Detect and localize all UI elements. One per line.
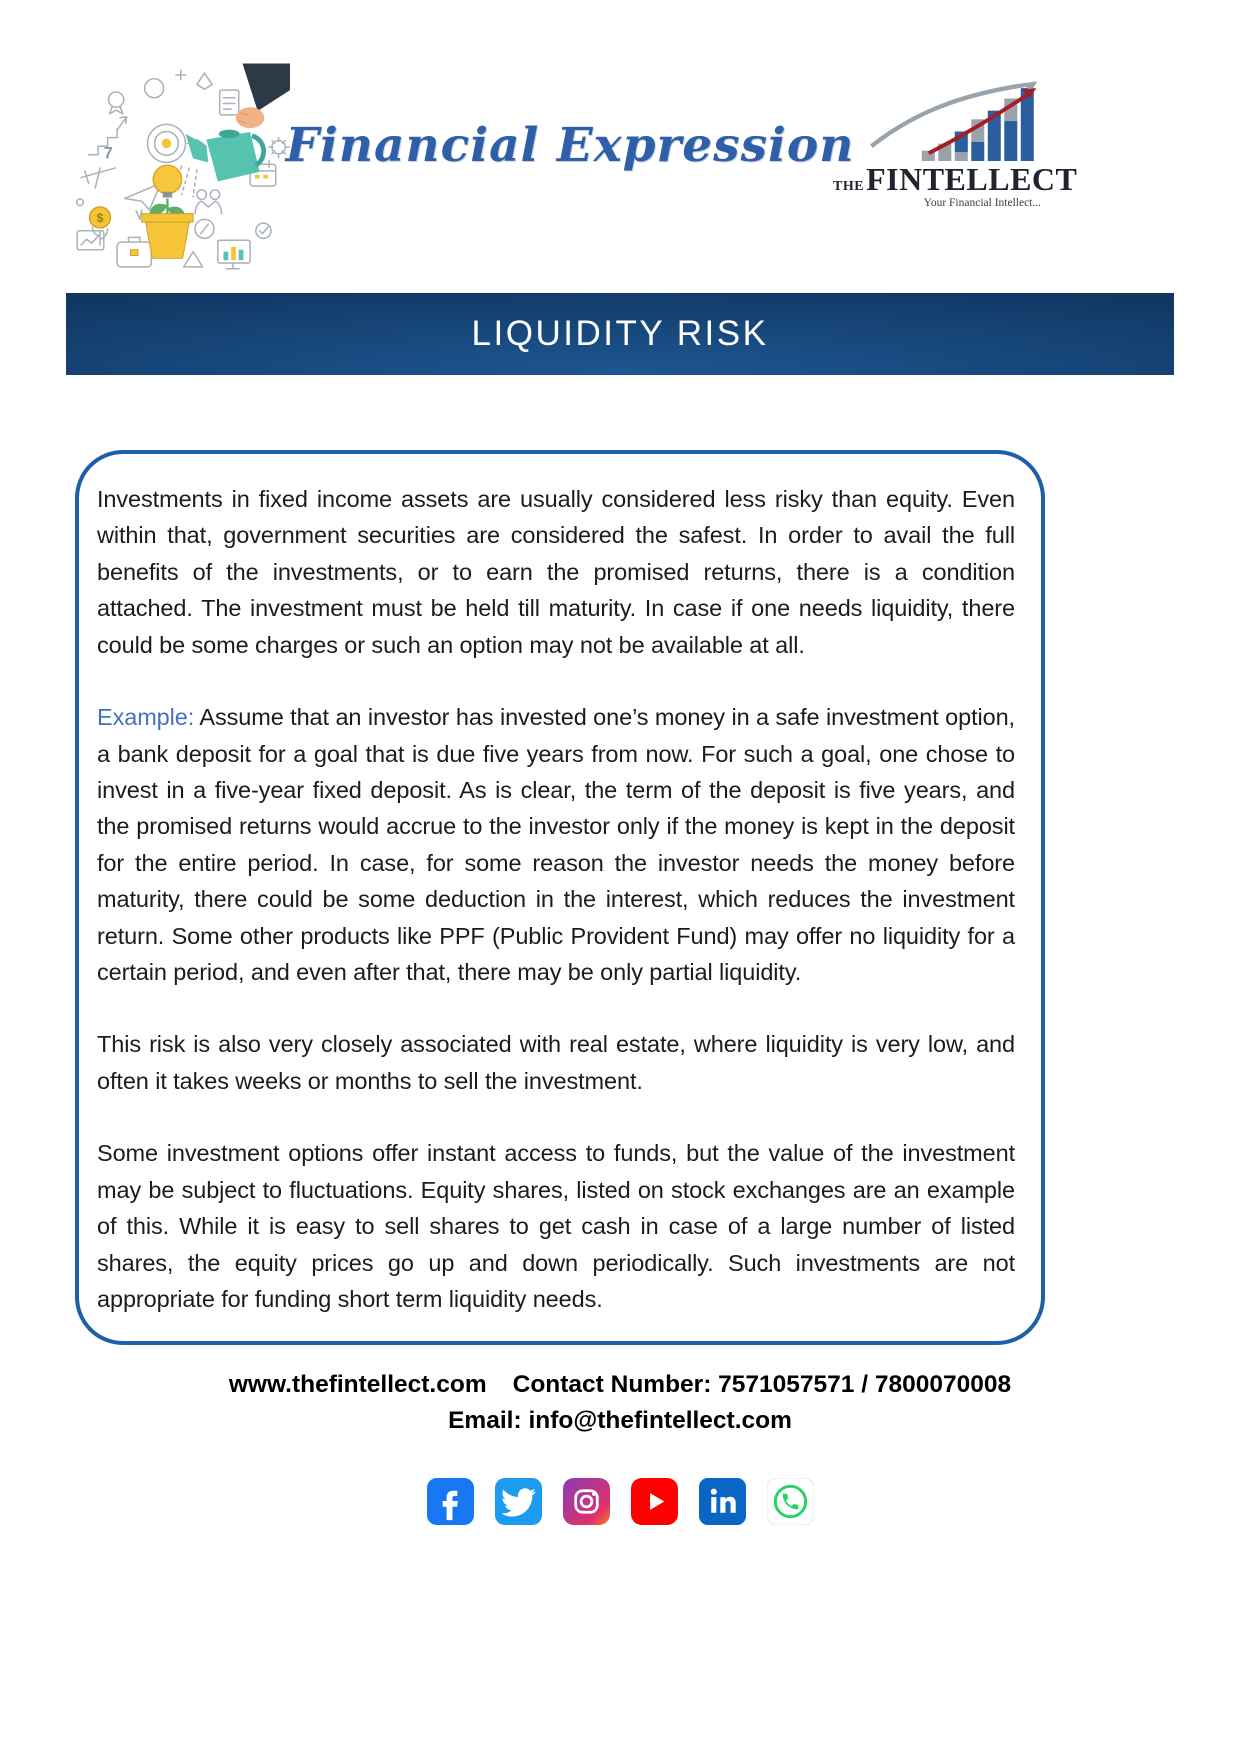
logo-the: THE bbox=[833, 179, 865, 194]
contact-line bbox=[0, 1367, 1240, 1403]
paragraph-real-estate-text: This risk is also very closely associated with real estate, where liquidity is very low, and often it takes weeks or months to sell the investment. bbox=[97, 1031, 1015, 1094]
footer bbox=[0, 1367, 1240, 1525]
twitter-icon[interactable] bbox=[495, 1478, 542, 1525]
facebook-icon[interactable] bbox=[427, 1478, 474, 1525]
whatsapp-icon[interactable] bbox=[767, 1478, 814, 1525]
instagram-icon[interactable] bbox=[563, 1478, 610, 1525]
title-banner bbox=[66, 293, 1174, 375]
page-header bbox=[0, 0, 1240, 293]
youtube-icon[interactable] bbox=[631, 1478, 678, 1525]
logo-wordmark bbox=[833, 161, 1078, 197]
svg-text:$: $ bbox=[96, 211, 104, 226]
email-label: Email: bbox=[448, 1406, 522, 1434]
email-line bbox=[0, 1403, 1240, 1439]
paragraph-real-estate bbox=[97, 1026, 1015, 1099]
email-text: info@thefintellect.com bbox=[528, 1406, 792, 1434]
social-icons-row bbox=[0, 1478, 1240, 1525]
logo-tagline: Your Financial Intellect... bbox=[923, 197, 1041, 209]
paragraph-intro-text: Investments in fixed income assets are usually considered less risky than equity. Even within that, government securities are considered the safest. In order to avail the full benefits of the investments, or to earn the promised returns, there is a condition attached. The investment must be held till maturity. In case if one needs liquidity, there could be some charges or such an option may not be available at all. bbox=[97, 486, 1015, 658]
page-title: LIQUIDITY RISK bbox=[471, 314, 769, 353]
logo-name: FINTELLECT bbox=[866, 161, 1078, 197]
paragraph-equity-text: Some investment options offer instant access to funds, but the value of the investment may be subject to fluctuations. Equity shares, listed on stock exchanges are an example of this. While it is easy to sell shares to get cash in case of a large number of listed shares, the equity prices go up and down periodically. Such investments are not appropriate for funding short term liquidity needs. bbox=[97, 1140, 1015, 1313]
svg-text:7: 7 bbox=[103, 144, 113, 163]
website-text: www.thefintellect.com bbox=[228, 1371, 487, 1399]
example-label: Example: bbox=[97, 704, 195, 731]
paragraph-example bbox=[97, 699, 1015, 990]
article-box bbox=[75, 450, 1045, 1345]
logo-bar-chart-icon bbox=[861, 80, 1039, 163]
paragraph-intro bbox=[97, 481, 1015, 663]
contact-numbers: 7571057571 / 7800070008 bbox=[718, 1371, 1012, 1399]
linkedin-icon[interactable] bbox=[699, 1478, 746, 1525]
fintellect-logo bbox=[833, 80, 1078, 209]
brand-script-title: Financial Expression bbox=[285, 118, 855, 173]
paragraph-equity bbox=[97, 1135, 1015, 1317]
contact-label: Contact Number: bbox=[512, 1371, 712, 1399]
paragraph-example-text: Assume that an investor has invested one’s money in a safe investment option, a bank deposit for a goal that is due five years from now. For such a goal, one chose to invest in a five-year fixed deposit. As is clear, the term of the deposit is five years, and the promised returns would accrue to the investor only if the money is kept in the deposit for the entire period. In case, for some reason the investor needs the money before maturity, there could be some deduction in the interest, which reduces the investment return. Some other products like PPF (Public Provident Fund) may offer no liquidity for a certain period, and even after that, there may be only partial liquidity. bbox=[97, 704, 1015, 986]
